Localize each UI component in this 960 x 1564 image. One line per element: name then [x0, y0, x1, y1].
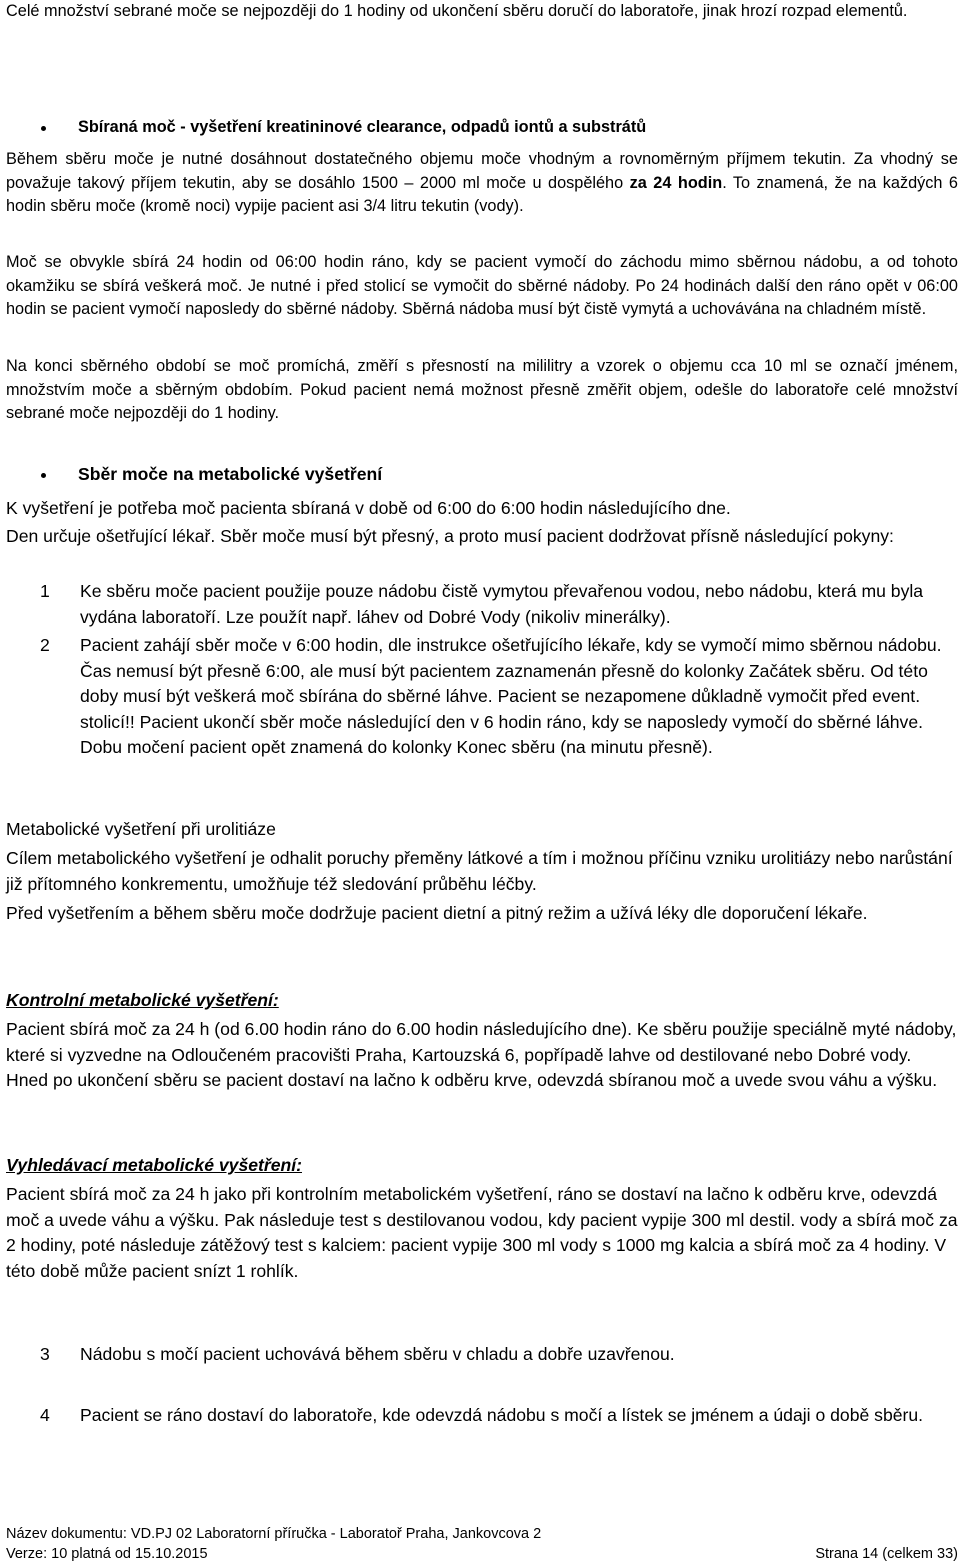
- urolithiasis-paragraph-1: Cílem metabolického vyšetření je odhalit poruchy přeměny látkové a tím i možnou příčinu vzniku urolitiázy nebo narůstání již přítomného konkrementu, umožňuje též sledování průběhu léčby.: [6, 848, 953, 894]
- list-number: 4: [40, 1405, 50, 1425]
- list-number: 3: [40, 1344, 50, 1364]
- metabolic-p2-a: Den určuje ošetřující lékař.: [6, 526, 216, 546]
- footer-version: Verze: 10 platná od 15.10.2015: [6, 1546, 208, 1562]
- clearance-paragraph-2: [6, 251, 958, 322]
- bullet-icon: [41, 126, 46, 131]
- list-item: Pacient zahájí sběr moče v 6:00 hodin, dle instrukce ošetřujícího lékaře, kdy se vymočí mimo sběrnou nádobu. Čas nemusí být přesně 6:00, ale musí být pacientem zaznamenán přesně do kolonky Začátek sběru. Od této doby musí být veškerá moč sbírána do sběrné láhve. Pacient se nezapomene důkladně vymočit před event. stolicí!! Pacient ukončí sběr moče následující den v 6 hodin ráno, kdy se naposledy vymočí do sběrné láhve. Dobu močení pacient opět znamená do kolonky Konec sběru (na minutu přesně).: [80, 635, 942, 758]
- list-number: 1: [40, 581, 50, 601]
- clearance-p3-b: Pokud pacient nemá možnost přesně změřit objem, odešle do laboratoře celé množství sebrané moče nejpozději do 1 hodiny.: [6, 380, 958, 422]
- metabolic-p2-b: Sběr moče musí být přesný, a proto musí pacient dodržovat přísně následující pokyny:: [215, 526, 894, 546]
- clearance-p2-c: Po 24 hodinách další den ráno opět v 06:00 hodin se pacient vymočí naposledy do sběrné nádoby.: [6, 276, 958, 318]
- bullet-icon: [41, 473, 46, 478]
- metabolic-paragraph-2: [6, 524, 958, 550]
- section-heading-control: Kontrolní metabolické vyšetření:: [6, 990, 279, 1010]
- section-heading-screening: Vyhledávací metabolické vyšetření:: [6, 1155, 302, 1175]
- clearance-paragraph-3: [6, 355, 958, 426]
- clearance-p3-a: Na konci sběrného období se moč promíchá, změří s přesností na mililitry a vzorek o objemu cca 10 ml se označí jménem, množstvím moče a sběrným obdobím.: [6, 357, 958, 399]
- screening-paragraph: Pacient sbírá moč za 24 h jako při kontrolním metabolickém vyšetření, ráno se dostaví na lačno k odběru krve, odevzdá moč a uvede váhu a výšku. Pak následuje test s destilovanou vodou, kdy pacient vypije 300 ml destil. vody a sbírá moč za 2 hodiny, poté následuje zátěžový test s kalciem: pacient vypije 300 ml vody s 1000 mg kalcia a sbírá moč za 4 hodiny. V této době může pacient snízt 1 rohlík.: [6, 1184, 958, 1281]
- clearance-p2-a: Moč se obvykle sbírá 24 hodin od 06:00 hodin ráno, kdy se pacient vymočí do záchodu mimo sběrnou nádobu, a od tohoto okamžiku se sbírá veškerá moč.: [6, 253, 958, 295]
- list-item: Pacient se ráno dostaví do laboratoře, kde odevzdá nádobu s močí a lístek se jménem a údaji o době sběru.: [80, 1405, 924, 1425]
- clearance-paragraph-1: [6, 148, 958, 219]
- clearance-p2-d: Sběrná nádoba musí být čistě vymytá a uchovávána na chladném místě.: [397, 300, 927, 318]
- list-item: Nádobu s močí pacient uchovává během sběru v chladu a dobře uzavřenou.: [80, 1344, 675, 1364]
- clearance-p1-b: Za vhodný se považuje takový příjem tekutin, aby se dosáhlo 1500 – 2000 ml moče u dospělého: [6, 150, 958, 192]
- intro-paragraph: Celé množství sebrané moče se nejpozději do 1 hodiny od ukončení sběru doručí do laboratoře, jinak hrozí rozpad elementů.: [6, 2, 908, 20]
- section-heading-clearance: Sbíraná moč - vyšetření kreatininové clearance, odpadů iontů a substrátů: [78, 118, 647, 136]
- footer-document-name: Název dokumentu: VD.PJ 02 Laboratorní příručka - Laboratoř Praha, Jankovcova 2: [6, 1526, 542, 1542]
- clearance-p1-a: Během sběru moče je nutné dosáhnout dostatečného objemu moče vhodným a rovnoměrným příjmem tekutin.: [6, 150, 846, 168]
- clearance-p1-d: . To znamená, že na každých 6 hodin sběru moče (kromě noci) vypije pacient asi 3/4 litru tekutin (vody).: [6, 173, 958, 215]
- clearance-p1-c: za 24 hodin: [629, 173, 723, 192]
- section-heading-metabolic: Sběr moče na metabolické vyšetření: [78, 464, 383, 484]
- clearance-p2-b: Je nutné i před stolicí se vymočit do sběrné nádoby.: [242, 276, 630, 295]
- control-paragraph: Pacient sbírá moč za 24 h (od 6.00 hodin ráno do 6.00 hodin následujícího dne). Ke sběru použije speciálně myté nádoby, které si vyzvedne na Odloučeném pracovišti Praha, Kartouzská 6, popřípadě lahve od destilované nebo Dobré vody. Hned po ukončení sběru se pacient dostaví na lačno k odběru krve, odevzdá sbíranou moč a uvede svou váhu a výšku.: [6, 1019, 957, 1091]
- section-heading-urolithiasis: Metabolické vyšetření při urolitiáze: [6, 819, 276, 839]
- list-number: 2: [40, 635, 50, 655]
- footer-page-number: Strana 14 (celkem 33): [815, 1546, 958, 1562]
- list-item: Ke sběru moče pacient použije pouze nádobu čistě vymytou převařenou vodou, nebo nádobu, která mu byla vydána laboratoří. Lze použít např. láhev od Dobré Vody (nikoliv minerálky).: [80, 581, 924, 627]
- metabolic-paragraph-1: K vyšetření je potřeba moč pacienta sbíraná v době od 6:00 do 6:00 hodin následujícího dne.: [6, 498, 731, 518]
- urolithiasis-paragraph-2: Před vyšetřením a během sběru moče dodržuje pacient dietní a pitný režim a užívá léky dle doporučení lékaře.: [6, 903, 868, 923]
